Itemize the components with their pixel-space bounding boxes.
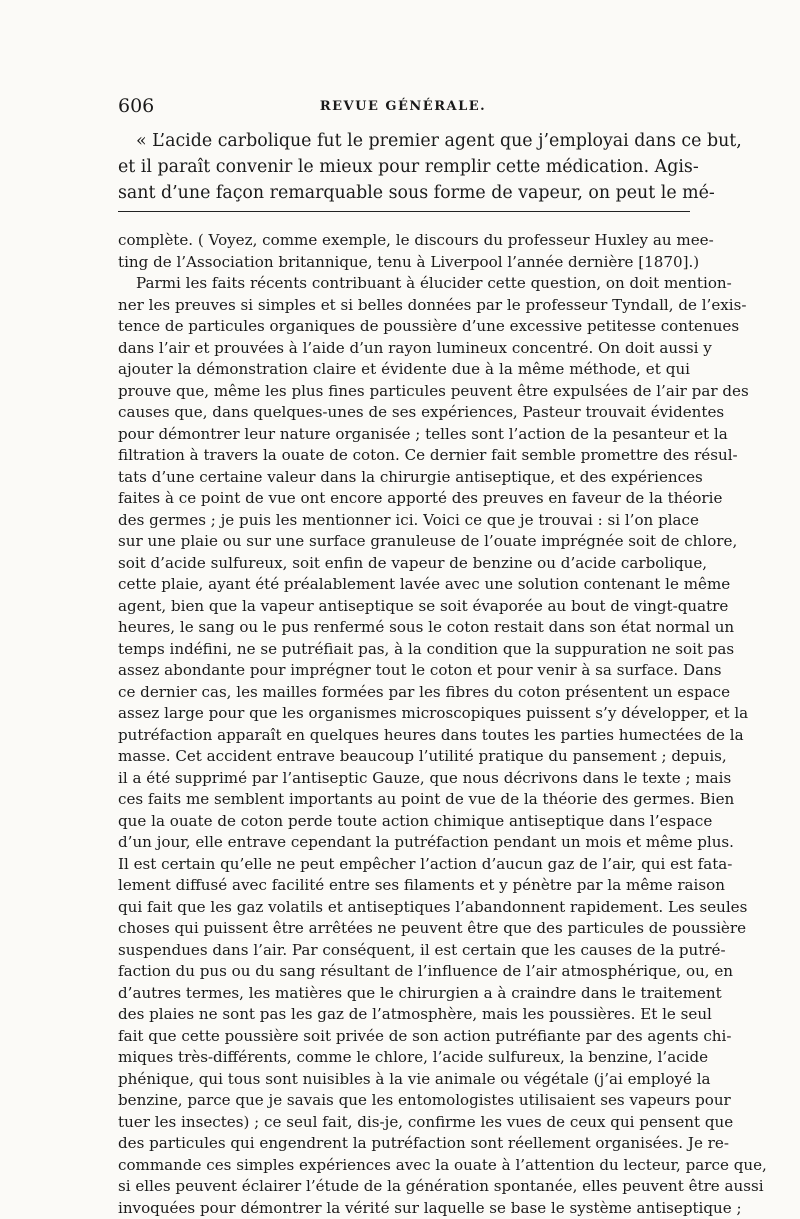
running-head: REVUE GÉNÉRALE.: [118, 99, 688, 114]
footnote-line: invoquées pour démontrer la vérité sur laquelle se base le système antiseptique ;: [118, 1198, 690, 1219]
footnote-line: ce dernier cas, les mailles formées par les fibres du coton présentent un espace: [118, 682, 690, 704]
footnote-line: complète. ( Voyez, comme exemple, le discours du professeur Huxley au mee-: [118, 230, 690, 252]
page-header: [118, 95, 688, 121]
footnote-line: phénique, qui tous sont nuisibles à la vie animale ou végétale (j’ai employé la: [118, 1069, 690, 1091]
footnote-line: tence de particules organiques de poussière d’une excessive petitesse contenues: [118, 316, 690, 338]
footnote-line: commande ces simples expériences avec la ouate à l’attention du lecteur, parce que,: [118, 1155, 690, 1177]
footnote-line: assez large pour que les organismes microscopiques puissent s’y développer, et la: [118, 703, 690, 725]
text-line: « L’acide carbolique fut le premier agent que j’employai dans ce but,: [118, 128, 690, 154]
page-number: 606: [118, 95, 154, 117]
footnote-line: ting de l’Association britannique, tenu à Liverpool l’année dernière [1870].): [118, 252, 690, 274]
footnote-line: masse. Cet accident entrave beaucoup l’utilité pratique du pansement ; depuis,: [118, 746, 690, 768]
footnote-line: il a été supprimé par l’antiseptic Gauze, que nous décrivons dans le texte ; mais: [118, 768, 690, 790]
footnote-line: filtration à travers la ouate de coton. Ce dernier fait semble promettre des résul-: [118, 445, 690, 467]
footnote-line: qui fait que les gaz volatils et antiseptiques l’abandonnent rapidement. Les seules: [118, 897, 690, 919]
footnote-line: agent, bien que la vapeur antiseptique se soit évaporée au bout de vingt-quatre: [118, 596, 690, 618]
footnote-line: d’un jour, elle entrave cependant la putréfaction pendant un mois et même plus.: [118, 832, 690, 854]
footnote-line: soit d’acide sulfureux, soit enfin de vapeur de benzine ou d’acide carbolique,: [118, 553, 690, 575]
footnote-line: Il est certain qu’elle ne peut empêcher l’action d’aucun gaz de l’air, qui est fata-: [118, 854, 690, 876]
footnote-line: tats d’une certaine valeur dans la chirurgie antiseptique, et des expériences: [118, 467, 690, 489]
footnote-line: fait que cette poussière soit privée de son action putréfiante par des agents chi-: [118, 1026, 690, 1048]
text-line: et il paraît convenir le mieux pour remplir cette médication. Agis-: [118, 154, 690, 180]
footnote: [118, 230, 690, 1219]
footnote-line: que la ouate de coton perde toute action chimique antiseptique dans l’espace: [118, 811, 690, 833]
footnote-line: heures, le sang ou le pus renfermé sous le coton restait dans son état normal un: [118, 617, 690, 639]
footnote-line: Parmi les faits récents contribuant à élucider cette question, on doit mention-: [118, 273, 690, 295]
footnote-line: dans l’air et prouvées à l’aide d’un rayon lumineux concentré. On doit aussi y: [118, 338, 690, 360]
footnote-line: pour démontrer leur nature organisée ; telles sont l’action de la pesanteur et la: [118, 424, 690, 446]
footnote-line: des particules qui engendrent la putréfaction sont réellement organisées. Je re-: [118, 1133, 690, 1155]
footnote-line: faction du pus ou du sang résultant de l’influence de l’air atmosphérique, ou, en: [118, 961, 690, 983]
footnote-line: tuer les insectes) ; ce seul fait, dis-je, confirme les vues de ceux qui pensent que: [118, 1112, 690, 1134]
footnote-line: assez abondante pour imprégner tout le coton et pour venir à sa surface. Dans: [118, 660, 690, 682]
main-text: [118, 128, 690, 206]
footnote-line: miques très-différents, comme le chlore, l’acide sulfureux, la benzine, l’acide: [118, 1047, 690, 1069]
footnote-line: causes que, dans quelques-unes de ses expériences, Pasteur trouvait évidentes: [118, 402, 690, 424]
footnote-line: des plaies ne sont pas les gaz de l’atmosphère, mais les poussières. Et le seul: [118, 1004, 690, 1026]
footnote-line: putréfaction apparaît en quelques heures dans toutes les parties humectées de la: [118, 725, 690, 747]
footnote-rule: [118, 211, 690, 212]
text-line: sant d’une façon remarquable sous forme de vapeur, on peut le mé-: [118, 180, 690, 206]
footnote-line: des germes ; je puis les mentionner ici. Voici ce que je trouvai : si l’on place: [118, 510, 690, 532]
footnote-line: benzine, parce que je savais que les entomologistes utilisaient ses vapeurs pour: [118, 1090, 690, 1112]
footnote-line: cette plaie, ayant été préalablement lavée avec une solution contenant le même: [118, 574, 690, 596]
footnote-line: ner les preuves si simples et si belles données par le professeur Tyndall, de l’exis-: [118, 295, 690, 317]
footnote-line: sur une plaie ou sur une surface granuleuse de l’ouate imprégnée soit de chlore,: [118, 531, 690, 553]
footnote-line: ajouter la démonstration claire et évidente due à la même méthode, et qui: [118, 359, 690, 381]
footnote-line: prouve que, même les plus fines particules peuvent être expulsées de l’air par des: [118, 381, 690, 403]
footnote-line: d’autres termes, les matières que le chirurgien a à craindre dans le traitement: [118, 983, 690, 1005]
footnote-line: temps indéfini, ne se putréfiait pas, à la condition que la suppuration ne soit pas: [118, 639, 690, 661]
footnote-line: ces faits me semblent importants au point de vue de la théorie des germes. Bien: [118, 789, 690, 811]
footnote-line: choses qui puissent être arrêtées ne peuvent être que des particules de poussière: [118, 918, 690, 940]
footnote-line: faites à ce point de vue ont encore apporté des preuves en faveur de la théorie: [118, 488, 690, 510]
footnote-line: suspendues dans l’air. Par conséquent, il est certain que les causes de la putré-: [118, 940, 690, 962]
footnote-line: si elles peuvent éclairer l’étude de la génération spontanée, elles peuvent être aussi: [118, 1176, 690, 1198]
footnote-line: lement diffusé avec facilité entre ses filaments et y pénètre par la même raison: [118, 875, 690, 897]
